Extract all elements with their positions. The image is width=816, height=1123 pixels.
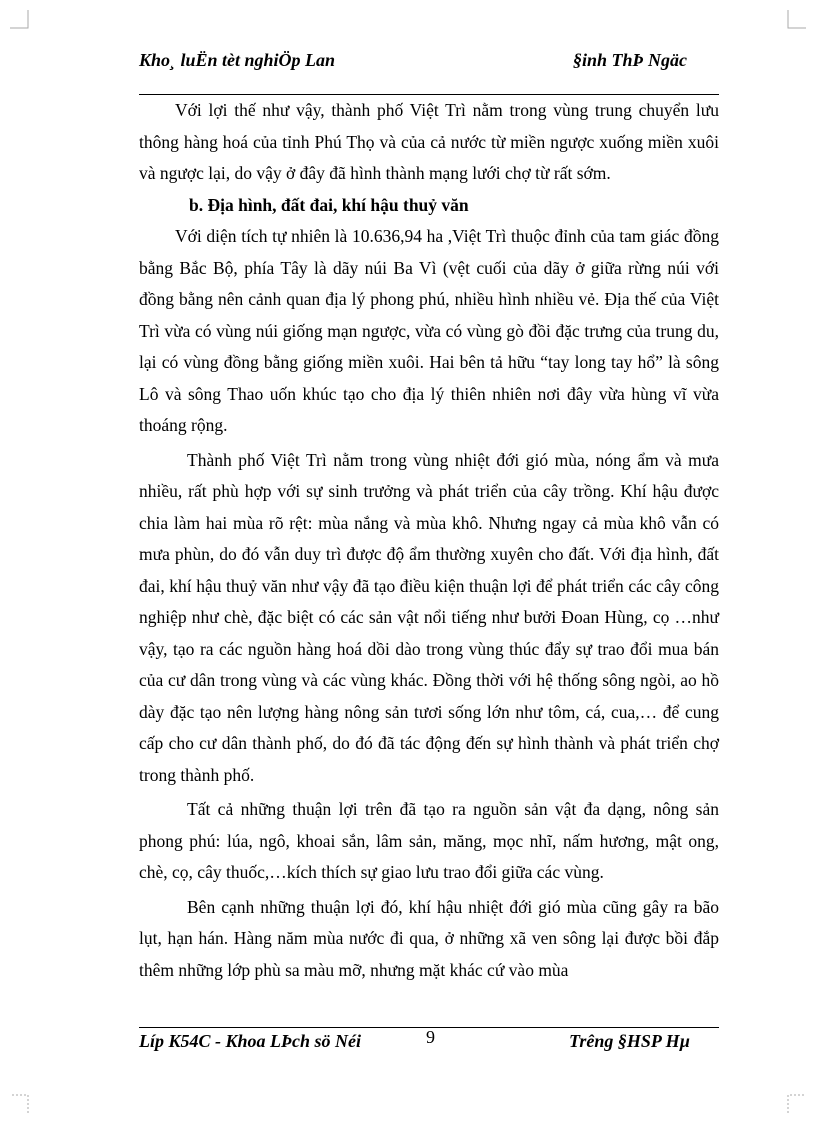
page-footer xyxy=(139,1027,719,1078)
paragraph-1: Với lợi thế như vậy, thành phố Việt Trì nằm trong vùng trung chuyển lưu thông hàng hoá của tỉnh Phú Thọ và của cả nước từ miền ngược xuống miền xuôi và ngược lại, do vậy ở đây đã hình thành mạng lưới chợ từ rất sớm. xyxy=(139,100,719,183)
page-number: 9 xyxy=(426,1027,435,1047)
header-author: §inh ThÞ Ngäc xyxy=(573,50,688,70)
page-header xyxy=(139,50,719,92)
paragraph-3: Thành phố Việt Trì nằm trong vùng nhiệt đới gió mùa, nóng ẩm và mưa nhiều, rất phù hợp với sự sinh trưởng và phát triển của cây trồng. Khí hậu được chia làm hai mùa rõ rệt: mùa nắng và mùa khô. Nhưng ngay cả mùa khô vẫn có mưa phùn, do đó vẫn duy trì được độ ẩm thường xuyên cho đất. Với địa hình, đất đai, khí hậu thuỷ văn như vậy đã tạo điều kiện thuận lợi để phát triển các cây công nghiệp như chè, đặc biệt có các sản vật nổi tiếng như bưởi Đoan Hùng, cọ …như vậy, tạo ra các nguồn hàng hoá dồi dào trong vùng thúc đẩy sự trao đổi mua bán của cư dân trong vùng và các vùng khác. Đồng thời với hệ thống sông ngòi, ao hồ dày đặc tạo nên lượng hàng nông sản tươi sống lớn như tôm, cá, cua,… để cung cấp cho cư dân thành phố, do đó đã tác động đến sự hình thành và phát triển chợ trong thành phố. xyxy=(139,449,719,785)
body-text xyxy=(139,95,719,986)
paragraph-5: Bên cạnh những thuận lợi đó, khí hậu nhiệt đới gió mùa cũng gây ra bão lụt, hạn hán. Hàng năm mùa nước đi qua, ở những xã ven sông lại được bồi đắp thêm những lớp phù sa màu mỡ, nhưng mặt khác cứ vào mùa xyxy=(139,896,719,980)
footer-class-info: Líp K54C - Khoa LÞch sö Néi xyxy=(139,1031,362,1051)
header-thesis-title: Kho¸ luËn tèt nghiÖp Lan xyxy=(139,50,336,70)
paragraph-4: Tất cả những thuận lợi trên đã tạo ra nguồn sản vật đa dạng, nông sản phong phú: lúa, ngô, khoai sắn, lâm sản, măng, mọc nhĩ, nấm hương, mật ong, chè, cọ, cây thuốc,…kích thích sự giao lưu trao đổi giữa các vùng. xyxy=(139,799,719,882)
footer-university: Trêng §HSP Hµ xyxy=(569,1031,691,1051)
section-heading: b. Địa hình, đất đai, khí hậu thuỷ văn xyxy=(189,194,469,215)
paragraph-2: Với diện tích tự nhiên là 10.636,94 ha ,Việt Trì thuộc đỉnh của tam giác đồng bằng Bắc Bộ, phía Tây là dãy núi Ba Vì (vệt cuối của dãy ở giữa rừng núi với đồng bằng nên cảnh quan địa lý phong phú, nhiều hình nhiều vẻ. Địa thế của Việt Trì vừa có vùng núi giống mạn ngược, vừa có vùng gò đồi đặc trưng của trung du, lại có vùng đồng bằng giống miền xuôi. Hai bên tả hữu “tay long tay hổ” là sông Lô và sông Thao uốn khúc tạo cho địa lý thiên nhiên nơi đây vừa hùng vĩ vừa thoáng rộng. xyxy=(139,226,719,435)
